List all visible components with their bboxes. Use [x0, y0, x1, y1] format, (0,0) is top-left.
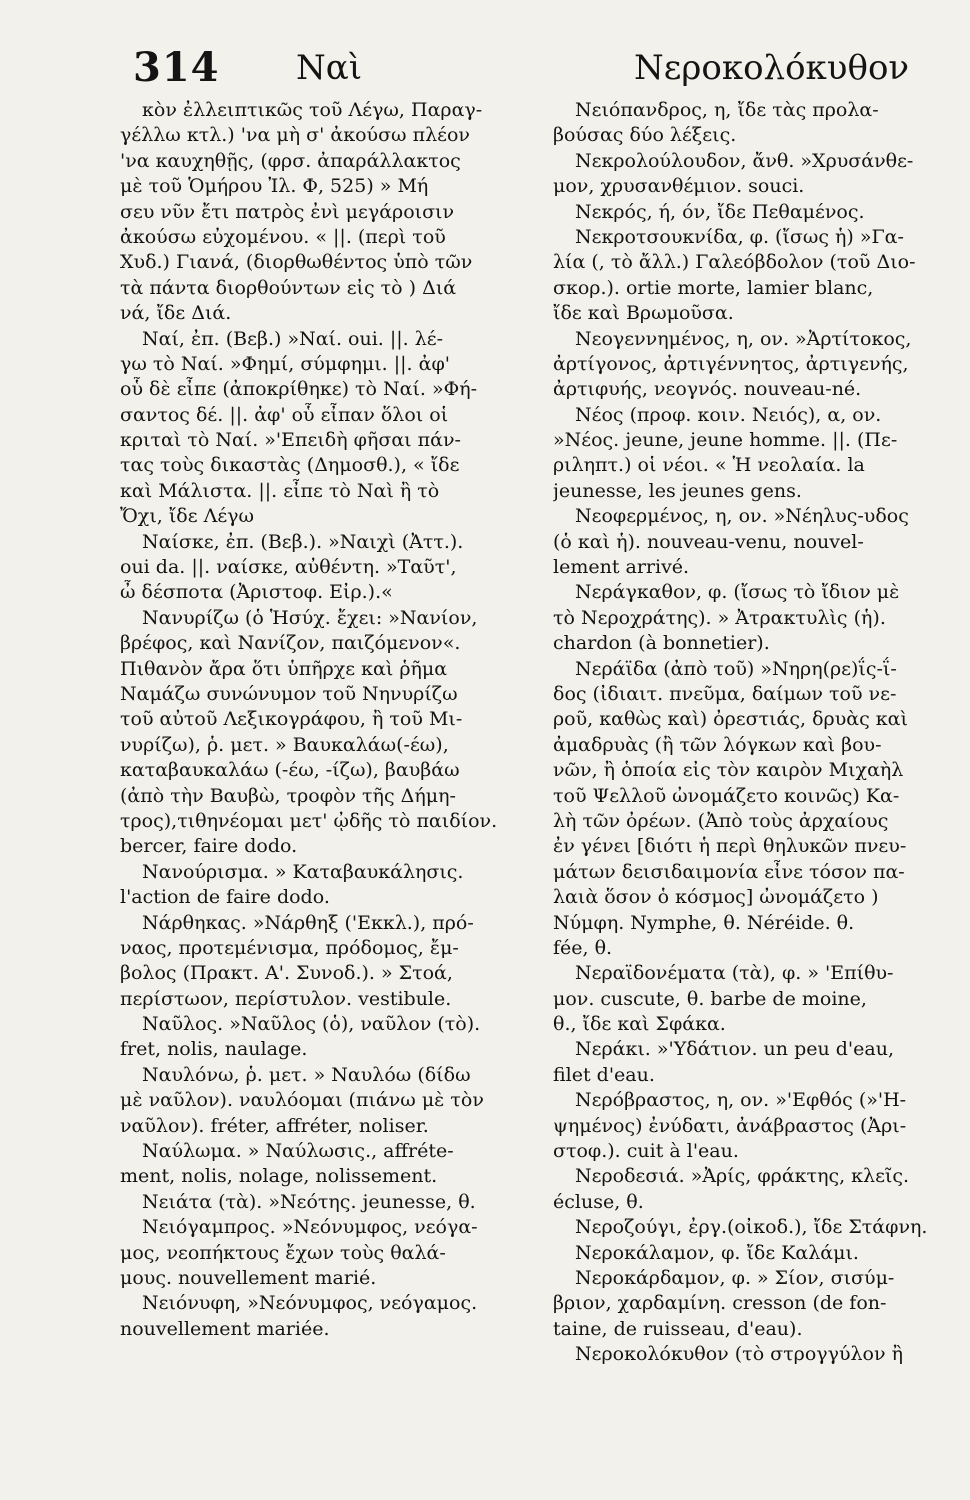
entry-line: Νανούρισμα. » Καταβαυκάλησις. [142, 860, 464, 883]
entry-line: Ναύλωμα. » Ναύλωσις., affréte- [142, 1140, 454, 1163]
entry-line: fret, nolis, naulage. [120, 1038, 308, 1061]
entry-line: 'να καυχηθῇς, (φρσ. ἀπαράλλακτος [120, 149, 461, 172]
entry-line: Νεροζούγι, ἐργ.(οἰκοδ.), ἴδε Στάφνη. [575, 1216, 928, 1239]
page-header [0, 44, 970, 104]
entry-line: μον, χρυσανθέμιον. souci. [553, 175, 805, 198]
entry-line: nouvellement mariée. [120, 1317, 330, 1340]
entry-line: μον. cuscute, θ. barbe de moine, [553, 987, 867, 1010]
entry-line: τοῦ Ψελλοῦ ὠνομάζετο κοινῶς) Κα- [553, 784, 900, 807]
entry-line: λία (, τὸ ἄλλ.) Γαλεόβδολον (τοῦ Διο- [553, 251, 916, 274]
entry-line: Νέος (προφ. κοιν. Νειός), α, ον. [575, 403, 882, 426]
dictionary-entry [553, 1342, 945, 1367]
entry-line: νυρίζω), ῥ. μετ. » Βαυκαλάω(-έω), [120, 733, 449, 756]
entry-line: ὦ δέσποτα (Ἀριστοφ. Εἰρ.).« [120, 581, 393, 604]
entry-line: τας τοὺς δικαστὰς (Δημοσθ.), « ἴδε [120, 454, 460, 477]
entry-line: μους. nouvellement marié. [120, 1266, 377, 1289]
entry-line: γω τὸ Ναί. »Φημί, σύμφημι. ||. ἀφ' [120, 352, 450, 375]
entry-line: οὗ δὲ εἶπε (ἀποκρίθηκε) τὸ Ναί. »Φή- [120, 378, 478, 401]
entry-line: μὲ ναῦλον). ναυλόομαι (πιάνω μὲ τὸν [120, 1089, 484, 1112]
dictionary-entry [120, 1139, 500, 1190]
entry-line: τὰ πάντα διορθούντων εἰς τὸ ) Διά [120, 276, 457, 299]
entry-line: Νειόγαμπρος. »Νεόνυμφος, νεόγα- [142, 1216, 478, 1239]
entry-line: βούσας δύο λέξεις. [553, 124, 737, 147]
dictionary-entry [553, 580, 945, 656]
entry-line: Νεκροτσουκνίδα, φ. (ἴσως ἡ) »Γα- [575, 225, 904, 248]
dictionary-entry [120, 911, 500, 1013]
entry-line: ἀρτίγονος, ἀρτιγέννητος, ἀρτιγενής, [553, 352, 909, 375]
entry-line: μὲ τοῦ Ὁμήρου Ἰλ. Φ, 525) » Μή [120, 175, 429, 198]
entry-line: jeunesse, les jeunes gens. [553, 479, 802, 502]
entry-line: Νειόνυφη, »Νεόνυμφος, νεόγαμος. [142, 1292, 478, 1315]
entry-line: σαντος δέ. ||. ἀφ' οὗ εἶπαν ὅλοι οἱ [120, 403, 449, 426]
entry-line: Νεράγκαθον, φ. (ἴσως τὸ ἴδιον μὲ [575, 581, 900, 604]
dictionary-entry [120, 1190, 500, 1215]
entry-line: Ναμάζω συνώνυμον τοῦ Νηνυρίζω [120, 682, 458, 705]
entry-line: Πιθανὸν ἄρα ὅτι ὑπῆρχε καὶ ῥῆμα [120, 657, 448, 680]
entry-line: ναῦλον). fréter, affréter, noliser. [120, 1114, 429, 1137]
entry-line: Νάρθηκας. »Νάρθηξ ('Εκκλ.), πρό- [142, 911, 474, 934]
entry-line: ἀρτιφυής, νεογνός. nouveau-né. [553, 378, 862, 401]
entry-line: l'action de faire dodo. [120, 886, 330, 909]
entry-line: taine, de ruisseau, d'eau). [553, 1317, 803, 1340]
entry-line: ριληπτ.) οἱ νέοι. « Ἡ νεολαία. la [553, 454, 865, 477]
entry-line: λαιὰ ὅσον ὁ κόσμος] ὠνομάζετο ) [553, 886, 879, 909]
entry-line: lement arrivé. [553, 556, 690, 579]
entry-line: Νεροδεσιά. »Ἀρίς, φράκτης, κλεῖς. [575, 1165, 910, 1188]
dictionary-entry [120, 530, 500, 606]
entry-line: τοῦ αὐτοῦ Λεξικογράφου, ἢ τοῦ Μι- [120, 708, 463, 731]
entry-line: Νεροκολόκυθον (τὸ στρογγύλον ἢ [575, 1343, 903, 1366]
entry-line: ἐν γένει [διότι ἡ περὶ θηλυκῶν πνευ- [553, 835, 907, 858]
entry-line: καὶ Μάλιστα. ||. εἶπε τὸ Ναὶ ἢ τὸ [120, 479, 440, 502]
entry-line: περίστωον, περίστυλον. vestibule. [120, 987, 452, 1010]
entry-line: μος, νεοπήκτους ἔχων τοὺς θαλά- [120, 1241, 446, 1264]
entry-line: Νεραϊδονέματα (τὰ), φ. » 'Επίθυ- [575, 962, 894, 985]
entry-line: Νανυρίζω (ὁ Ἡσύχ. ἔχει: »Νανίον, [142, 606, 478, 629]
dictionary-entry [553, 1037, 945, 1088]
entry-line: γέλλω κτλ.) 'να μὴ σ' ἀκούσω πλέον [120, 124, 470, 147]
entry-line: βριον, χαρδαμίνη. cresson (de fon- [553, 1292, 887, 1315]
entry-line: ἀκούσω εὐχομένου. « ||. (περὶ τοῦ [120, 225, 446, 248]
entry-line: λὴ τῶν ὀρέων. (Ἀπὸ τοὺς ἀρχαίους [553, 809, 889, 832]
header-right-word: Νεροκολόκυθον [634, 48, 910, 88]
entry-line: Ὄχι, ἴδε Λέγω [120, 505, 255, 528]
entry-line: τρος),τιθηνέομαι μετ' ᾠδῆς τὸ παιδίον. [120, 809, 498, 832]
entry-line: (ἀπὸ τὴν Βαυβὼ, τροφὸν τῆς Δήμη- [120, 784, 456, 807]
entry-line: ἴδε καὶ Βρωμοῦσα. [553, 302, 734, 325]
entry-line: ment, nolis, nolage, nolissement. [120, 1165, 438, 1188]
dictionary-entry [120, 98, 500, 327]
dictionary-entry [120, 1063, 500, 1139]
entry-line: καταβαυκαλάω (-έω, -ίζω), βαυβάω [120, 759, 460, 782]
entry-line: Νεράϊδα (ἀπὸ τοῦ) »Νηρη(ρε)ΐς-ΐ- [575, 657, 897, 680]
entry-line: σευ νῦν ἔτι πατρὸς ἐνὶ μεγάροισιν [120, 200, 455, 223]
entry-line: Νερόβραστος, η, ον. »'Εφθός (»'Η- [575, 1089, 907, 1112]
right-column [553, 98, 945, 1368]
dictionary-entry [553, 149, 945, 200]
dictionary-entry [553, 1088, 945, 1164]
entry-line: νά, ἴδε Διά. [120, 302, 232, 325]
entry-line: ροῦ, καθὼς καὶ) ὀρεστιάς, δρυὰς καὶ [553, 708, 908, 731]
entry-line: κριταὶ τὸ Ναί. »'Επειδὴ φῆσαι πάν- [120, 429, 461, 452]
entry-line: Νεοφερμένος, η, ον. »Νέηλυς-υδος [575, 505, 909, 528]
entry-line: βρέφος, καὶ Νανίζον, παιζόμενον«. [120, 632, 461, 655]
dictionary-entry [553, 327, 945, 403]
entry-line: Χυδ.) Γιανά, (διορθωθέντος ὑπὸ τῶν [120, 251, 473, 274]
dictionary-entry [120, 606, 500, 860]
dictionary-entry [120, 860, 500, 911]
entry-line: κὸν ἐλλειπτικῶς τοῦ Λέγω, Παραγ- [142, 99, 483, 121]
entry-line: chardon (à bonnetier). [553, 632, 770, 655]
entry-line: Ναυλόνω, ῥ. μετ. » Ναυλόω (δίδω [142, 1063, 471, 1086]
entry-line: ἀμαδρυὰς (ἢ τῶν λόγκων καὶ βου- [553, 733, 882, 756]
dictionary-entry [553, 504, 945, 580]
dictionary-entry [553, 1241, 945, 1266]
dictionary-entry [553, 1215, 945, 1240]
entry-line: σκορ.). ortie morte, lamier blanc, [553, 276, 874, 299]
entry-line: Νεκρολούλουδον, ἄνθ. »Χρυσάνθε- [575, 149, 914, 172]
entry-line: τὸ Νεροχράτης). » Ἀτρακτυλὶς (ἡ). [553, 606, 886, 629]
entry-line: Ναῦλος. »Ναῦλος (ὁ), ναῦλον (τὸ). [142, 1013, 481, 1036]
entry-line: bercer, faire dodo. [120, 835, 298, 858]
dictionary-entry [553, 961, 945, 1037]
entry-line: Νεροκάρδαμον, φ. » Σίον, σισύμ- [575, 1266, 895, 1289]
entry-line: Ναί, ἐπ. (Βεβ.) »Ναί. oui. ||. λέ- [142, 327, 444, 350]
entry-line: ναος, προτεμένισμα, πρόδομος, ἔμ- [120, 936, 459, 959]
header-left-word: Ναὶ [296, 48, 363, 88]
entry-line: θ., ἴδε καὶ Σφάκα. [553, 1013, 726, 1036]
entry-line: Νειάτα (τὰ). »Νεότης. jeunesse, θ. [142, 1190, 476, 1213]
dictionary-entry [120, 327, 500, 530]
dictionary-entry [553, 98, 945, 149]
entry-line: ψημένος) ἐνύδατι, ἀνάβραστος (Ἀρι- [553, 1114, 907, 1137]
left-column [120, 98, 500, 1342]
dictionary-entry [553, 403, 945, 505]
entry-line: Ναίσκε, ἐπ. (Βεβ.). »Ναιχὶ (Ἀττ.). [142, 530, 464, 553]
entry-line: βολος (Πρακτ. Α'. Συνοδ.). » Στοά, [120, 962, 453, 985]
dictionary-entry [553, 1266, 945, 1342]
entry-line: Νεράκι. »'Υδάτιον. un peu d'eau, [575, 1038, 894, 1061]
entry-line: écluse, θ. [553, 1190, 644, 1213]
dictionary-entry [553, 200, 945, 225]
page-number: 314 [133, 44, 220, 91]
entry-line: fée, θ. [553, 936, 613, 959]
entry-line: Νεκρός, ή, όν, ἴδε Πεθαμένος. [575, 200, 865, 223]
entry-line: νῶν, ἢ ὁποία εἰς τὸν καιρὸν Μιχαὴλ [553, 759, 904, 782]
entry-line: filet d'eau. [553, 1063, 655, 1086]
entry-line: μάτων δεισιδαιμονία εἶνε τόσον πα- [553, 860, 905, 883]
dictionary-entry [553, 1164, 945, 1215]
entry-line: στοφ.). cuit à l'eau. [553, 1140, 739, 1163]
entry-line: Νύμφη. Nymphe, θ. Néréide. θ. [553, 911, 855, 934]
dictionary-entry [553, 657, 945, 962]
dictionary-entry [120, 1291, 500, 1342]
entry-line: (ὁ καὶ ἡ). nouveau-venu, nouvel- [553, 530, 864, 553]
entry-line: Νεογεννημένος, η, ον. »Ἀρτίτοκος, [575, 327, 912, 350]
dictionary-entry [120, 1012, 500, 1063]
entry-line: δος (ἰδιαιτ. πνεῦμα, δαίμων τοῦ νε- [553, 682, 897, 705]
dictionary-entry [553, 225, 945, 327]
entry-line: Νεροκάλαμον, φ. ἴδε Καλάμι. [575, 1241, 859, 1264]
entry-line: Νειόπανδρος, η, ἴδε τὰς προλα- [575, 99, 879, 121]
entry-line: »Νέος. jeune, jeune homme. ||. (Πε- [553, 429, 898, 452]
entry-line: oui da. ||. ναίσκε, αὐθέντη. »Ταῦτ', [120, 556, 457, 579]
dictionary-entry [120, 1215, 500, 1291]
